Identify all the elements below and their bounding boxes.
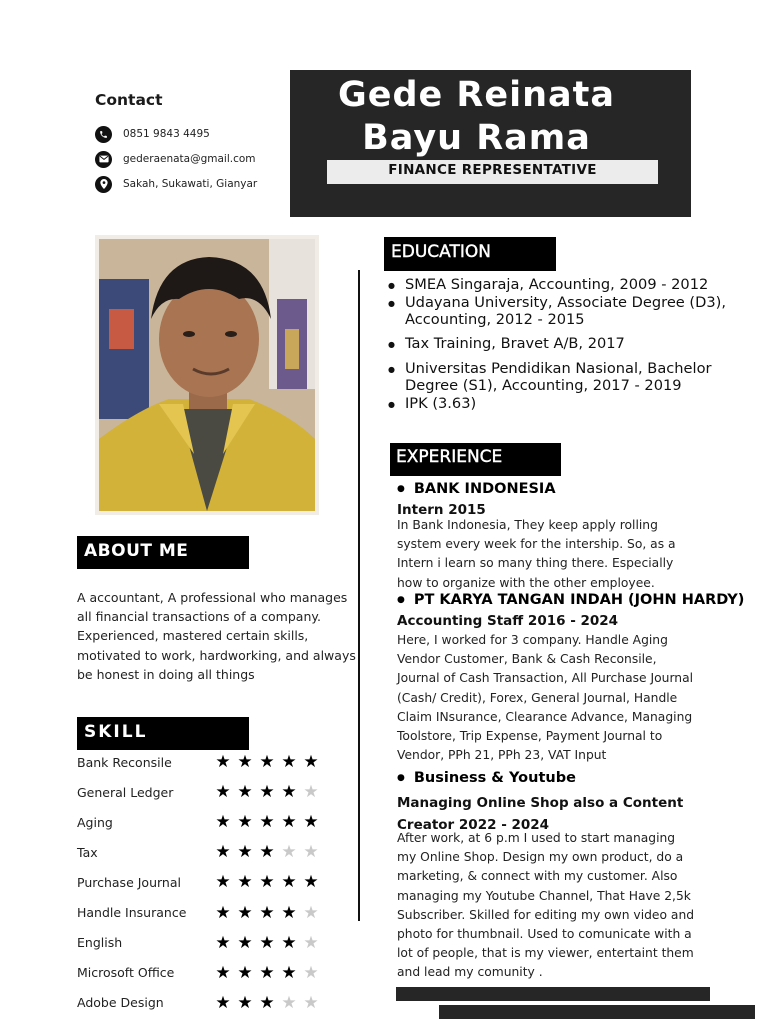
experience-role: Accounting Staff 2016 - 2024 [397, 613, 619, 629]
star-filled-icon: ★ [215, 782, 231, 803]
skill-row [77, 782, 322, 802]
education-item: ● SMEA Singaraja, Accounting, 2009 - 2012 [388, 276, 748, 293]
bullet-icon: ● [397, 773, 405, 783]
skill-name: Handle Insurance [77, 905, 187, 920]
skill-name: Purchase Journal [77, 874, 181, 890]
star-empty-icon: ★ [303, 992, 319, 1013]
name-line-1: Gede Reinata [337, 75, 615, 115]
skill-row [77, 903, 322, 923]
experience-role: Intern 2015 [397, 502, 486, 518]
star-empty-icon: ★ [303, 962, 319, 983]
contact-location-text: Sakah, Sukawati, Gianyar [123, 178, 258, 190]
skill-name: Bank Reconsile [77, 754, 172, 770]
education-heading: EDUCATION [384, 237, 556, 271]
skill-heading: SKILL [77, 717, 249, 750]
experience-heading: EXPERIENCE [390, 443, 561, 476]
job-title: FINANCE REPRESENTATIVE [327, 160, 658, 184]
location-icon [95, 176, 112, 193]
skill-name: English [77, 935, 123, 951]
star-filled-icon: ★ [281, 962, 297, 983]
star-filled-icon: ★ [237, 842, 253, 863]
company-name: PT KARYA TANGAN INDAH (JOHN HARDY) [413, 592, 745, 608]
star-filled-icon: ★ [237, 932, 253, 953]
skill-rating [212, 964, 322, 982]
experience-company [397, 770, 576, 786]
star-filled-icon: ★ [237, 962, 253, 983]
about-me-text: A accountant, A professional who manages all financial transactions of a company. Experienced, mastered certain skills, motivated to work, hardworking, and always be honest in doing all things [77, 590, 356, 682]
star-empty-icon: ★ [303, 902, 319, 923]
star-filled-icon: ★ [215, 872, 231, 893]
star-filled-icon: ★ [281, 752, 297, 772]
star-filled-icon: ★ [259, 932, 275, 953]
experience-company [397, 481, 556, 497]
star-filled-icon: ★ [259, 842, 275, 863]
experience-description: In Bank Indonesia, They keep apply rolling system every week for the intership. So, as a Intern i learn so many thing there. Especially how to organize with the other employee. [397, 518, 676, 590]
star-filled-icon: ★ [237, 812, 253, 833]
star-filled-icon: ★ [259, 782, 275, 803]
experience-description: Here, I worked for 3 company. Handle Aging Vendor Customer, Bank & Cash Reconsile, Journal of Cash Transaction, All Purchase Journal (Cash/ Credit), Forex, General Journal, Handle Claim INsurance, Clearance Advance, Managing Toolstore, Trip Expense, Payment Journal to Vendor, PPh 21, PPh 23, VAT Input [397, 633, 694, 763]
star-filled-icon: ★ [303, 872, 319, 893]
star-filled-icon: ★ [259, 902, 275, 923]
star-filled-icon: ★ [281, 782, 297, 803]
star-filled-icon: ★ [259, 962, 275, 983]
contact-email-text: gederaenata@gmail.com [123, 153, 256, 165]
skill-rating [212, 783, 322, 801]
star-filled-icon: ★ [259, 812, 275, 833]
skill-rating [212, 843, 322, 861]
education-list [388, 276, 748, 412]
contact-phone[interactable] [95, 125, 210, 143]
skill-rating [212, 994, 322, 1012]
education-item: ● Universitas Pendidikan Nasional, Bachelor Degree (S1), Accounting, 2017 - 2019 [388, 360, 748, 394]
star-filled-icon: ★ [259, 872, 275, 893]
star-filled-icon: ★ [237, 902, 253, 923]
name-header [290, 70, 691, 217]
name-line-2: Bayu Rama [362, 118, 591, 158]
education-item: ● Tax Training, Bravet A/B, 2017 [388, 335, 748, 352]
company-name: Business & Youtube [413, 770, 576, 786]
star-filled-icon: ★ [281, 932, 297, 953]
skill-row [77, 872, 322, 892]
skill-row [77, 933, 322, 953]
decorative-bar [396, 987, 710, 1001]
skill-name: General Ledger [77, 784, 174, 800]
email-icon [95, 151, 112, 168]
star-filled-icon: ★ [237, 872, 253, 893]
star-filled-icon: ★ [215, 992, 231, 1013]
star-empty-icon: ★ [281, 842, 297, 863]
star-filled-icon: ★ [215, 812, 231, 833]
education-item: ● Udayana University, Associate Degree (D3), Accounting, 2012 - 2015 [388, 294, 748, 328]
skill-rating [212, 873, 322, 891]
star-filled-icon: ★ [281, 902, 297, 923]
star-filled-icon: ★ [237, 782, 253, 803]
star-filled-icon: ★ [237, 752, 253, 772]
contact-heading: Contact [95, 91, 163, 109]
skill-name: Microsoft Office [77, 965, 175, 981]
skill-rating [212, 934, 322, 952]
star-empty-icon: ★ [303, 782, 319, 803]
star-filled-icon: ★ [281, 872, 297, 893]
star-filled-icon: ★ [303, 752, 319, 772]
about-me-heading: ABOUT ME [77, 536, 249, 569]
skill-row [77, 812, 322, 832]
experience-company [397, 592, 744, 608]
star-empty-icon: ★ [303, 932, 319, 953]
skill-name: Aging [77, 814, 113, 830]
star-filled-icon: ★ [215, 752, 231, 772]
star-filled-icon: ★ [237, 992, 253, 1013]
star-empty-icon: ★ [303, 842, 319, 863]
company-name: BANK INDONESIA [413, 481, 556, 497]
skill-row [77, 963, 322, 983]
star-filled-icon: ★ [259, 992, 275, 1013]
skill-rating [212, 753, 322, 771]
star-filled-icon: ★ [215, 962, 231, 983]
skill-rating [212, 813, 322, 831]
skill-row [77, 993, 322, 1013]
star-filled-icon: ★ [215, 842, 231, 863]
decorative-bar [439, 1005, 755, 1019]
skill-row [77, 752, 322, 772]
contact-location [95, 175, 257, 193]
contact-email[interactable] [95, 150, 256, 168]
experience-description: After work, at 6 p.m I used to start managing my Online Shop. Design my own product, do a marketing, & connect with my customer. Also managing my Youtube Channel, That Have 2,5k Subscriber. Skilled for editing my own video and photo for thumbnail. Used to comunicate with a lot of people, that is my viewer, entertaint them and lead my comunity . [397, 831, 695, 980]
star-empty-icon: ★ [281, 992, 297, 1013]
experience-role: Managing Online Shop also a Content Creator 2022 - 2024 [397, 795, 684, 833]
star-filled-icon: ★ [215, 932, 231, 953]
contact-phone-text: 0851 9843 4495 [123, 128, 210, 140]
profile-photo [95, 235, 319, 515]
skill-name: Tax [77, 844, 98, 860]
star-filled-icon: ★ [259, 752, 275, 772]
star-filled-icon: ★ [303, 812, 319, 833]
star-filled-icon: ★ [281, 812, 297, 833]
skill-rating [212, 904, 322, 922]
phone-icon [95, 126, 112, 143]
skill-name: Adobe Design [77, 995, 164, 1011]
bullet-icon: ● [397, 484, 405, 494]
bullet-icon: ● [397, 595, 405, 605]
skill-row [77, 842, 322, 862]
education-item: ● IPK (3.63) [388, 395, 748, 412]
star-filled-icon: ★ [215, 902, 231, 923]
